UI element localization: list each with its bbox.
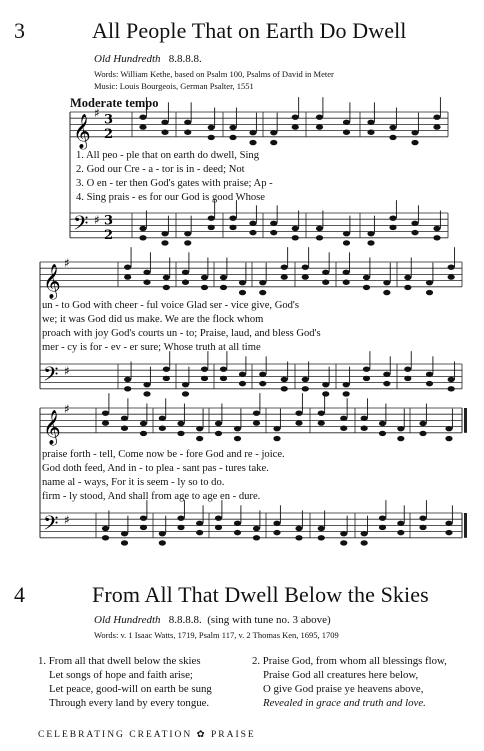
notehead xyxy=(343,270,350,275)
notehead xyxy=(316,124,323,129)
notehead xyxy=(383,381,390,386)
hymn-number: 4 xyxy=(14,582,25,607)
notehead xyxy=(397,530,404,535)
notehead xyxy=(177,515,184,520)
notehead xyxy=(253,535,260,540)
notehead xyxy=(229,125,236,130)
notehead xyxy=(201,275,208,280)
notehead xyxy=(340,531,347,536)
notehead xyxy=(182,280,189,285)
notehead xyxy=(448,386,455,391)
notehead xyxy=(363,275,370,280)
notehead xyxy=(419,525,426,530)
meter: 8.8.8.8. xyxy=(168,53,202,65)
notehead xyxy=(343,382,350,387)
notehead xyxy=(379,421,386,426)
notehead xyxy=(253,526,260,531)
music-credit: Music: Louis Bourgeois, German Psalter, 1551 xyxy=(94,81,254,91)
notehead xyxy=(220,285,227,290)
notehead xyxy=(292,235,299,240)
notehead xyxy=(124,377,131,382)
notehead xyxy=(295,526,302,531)
notehead xyxy=(340,540,347,545)
notehead xyxy=(383,290,390,295)
notehead xyxy=(249,140,256,145)
notehead xyxy=(253,410,260,415)
notehead xyxy=(448,274,455,279)
notehead xyxy=(140,525,147,530)
notehead xyxy=(249,130,256,135)
notehead xyxy=(295,535,302,540)
notehead xyxy=(259,290,266,295)
notehead xyxy=(302,386,309,391)
notehead xyxy=(322,391,329,396)
notehead xyxy=(445,521,452,526)
notehead xyxy=(234,521,241,526)
tempo-marking: Moderate tempo xyxy=(70,96,159,110)
verse-line: 1. From all that dwell below the skies xyxy=(38,655,201,667)
notehead xyxy=(295,420,302,425)
notehead xyxy=(318,420,325,425)
notehead xyxy=(143,280,150,285)
notehead xyxy=(139,114,146,119)
lyric-line: we; it was God did us make. We are the flock whom xyxy=(42,314,264,325)
notehead xyxy=(196,530,203,535)
notehead xyxy=(234,436,241,441)
notehead xyxy=(163,275,170,280)
notehead xyxy=(182,391,189,396)
notehead xyxy=(215,421,222,426)
notehead xyxy=(220,366,227,371)
notehead xyxy=(143,391,150,396)
notehead xyxy=(259,280,266,285)
treble-clef: 𝄞 xyxy=(43,409,61,445)
notehead xyxy=(411,140,418,145)
verse-line: O give God praise ye heavens above, xyxy=(263,683,424,695)
notehead xyxy=(411,130,418,135)
notehead xyxy=(367,231,374,236)
notehead xyxy=(367,130,374,135)
hymn-title: From All That Dwell Below the Skies xyxy=(92,582,429,607)
notehead xyxy=(433,114,440,119)
notehead xyxy=(281,264,288,269)
hymn-number: 3 xyxy=(14,18,25,43)
notehead xyxy=(121,416,128,421)
notehead xyxy=(397,521,404,526)
notehead xyxy=(270,221,277,226)
notehead xyxy=(215,431,222,436)
notehead xyxy=(159,416,166,421)
notehead xyxy=(184,231,191,236)
final-barline xyxy=(464,513,467,538)
time-signature-bottom: 2 xyxy=(104,126,114,142)
notehead xyxy=(302,264,309,269)
notehead xyxy=(383,372,390,377)
notehead xyxy=(343,231,350,236)
notehead xyxy=(163,376,170,381)
lyric-line: un - to God with cheer - ful voice Glad ser - vice give, God's xyxy=(42,300,299,311)
notehead xyxy=(363,376,370,381)
tune-note: (sing with tune no. 3 above) xyxy=(207,614,331,626)
notehead xyxy=(426,372,433,377)
notehead xyxy=(184,120,191,125)
verse-line: Praise God all creatures here below, xyxy=(263,669,419,681)
notehead xyxy=(419,515,426,520)
notehead xyxy=(121,531,128,536)
notehead xyxy=(316,226,323,231)
notehead xyxy=(389,125,396,130)
notehead xyxy=(102,420,109,425)
notehead xyxy=(177,525,184,530)
notehead xyxy=(249,230,256,235)
notehead xyxy=(161,240,168,245)
notehead xyxy=(196,521,203,526)
notehead xyxy=(361,540,368,545)
notehead xyxy=(367,120,374,125)
notehead xyxy=(397,436,404,441)
notehead xyxy=(239,372,246,377)
notehead xyxy=(363,366,370,371)
sharp-key-signature: ♯ xyxy=(94,213,100,228)
notehead xyxy=(273,436,280,441)
notehead xyxy=(322,280,329,285)
notehead xyxy=(273,530,280,535)
lyric-line: God doth feed, And in - to plea - sant pas - tures take. xyxy=(42,463,269,474)
notehead xyxy=(201,366,208,371)
notehead xyxy=(340,416,347,421)
notehead xyxy=(161,130,168,135)
notehead xyxy=(143,382,150,387)
notehead xyxy=(163,285,170,290)
notehead xyxy=(343,391,350,396)
notehead xyxy=(383,280,390,285)
notehead xyxy=(343,120,350,125)
notehead xyxy=(270,140,277,145)
notehead xyxy=(253,420,260,425)
notehead xyxy=(343,240,350,245)
notehead xyxy=(448,377,455,382)
time-signature-top: 3 xyxy=(104,213,114,229)
notehead xyxy=(161,120,168,125)
verse-line: Through every land by every tongue. xyxy=(49,697,210,709)
notehead xyxy=(229,135,236,140)
notehead xyxy=(196,436,203,441)
notehead xyxy=(208,135,215,140)
time-signature-bottom: 2 xyxy=(104,227,114,243)
notehead xyxy=(184,240,191,245)
notehead xyxy=(143,270,150,275)
verse-line: Let songs of hope and faith arise; xyxy=(49,669,193,681)
notehead xyxy=(367,240,374,245)
notehead xyxy=(140,515,147,520)
notehead xyxy=(295,410,302,415)
notehead xyxy=(419,431,426,436)
time-signature-top: 3 xyxy=(104,112,114,128)
notehead xyxy=(445,436,452,441)
notehead xyxy=(343,130,350,135)
notehead xyxy=(363,285,370,290)
notehead xyxy=(389,135,396,140)
lyric-line: firm - ly stood, And shall from age to age en - dure. xyxy=(42,491,261,502)
notehead xyxy=(404,376,411,381)
notehead xyxy=(411,221,418,226)
notehead xyxy=(302,377,309,382)
notehead xyxy=(389,215,396,220)
notehead xyxy=(121,426,128,431)
notehead xyxy=(445,426,452,431)
notehead xyxy=(102,410,109,415)
notehead xyxy=(433,226,440,231)
notehead xyxy=(419,421,426,426)
notehead xyxy=(124,386,131,391)
notehead xyxy=(322,382,329,387)
notehead xyxy=(201,285,208,290)
words-credit: Words: v. 1 Isaac Watts, 1719, Psalm 117, v. 2 Thomas Ken, 1695, 1709 xyxy=(94,630,339,640)
sharp-key-signature: ♯ xyxy=(64,513,70,528)
bass-clef: 𝄢 xyxy=(73,211,89,240)
notehead xyxy=(281,386,288,391)
notehead xyxy=(318,535,325,540)
notehead xyxy=(259,381,266,386)
notehead xyxy=(340,426,347,431)
notehead xyxy=(159,540,166,545)
notehead xyxy=(389,225,396,230)
notehead xyxy=(273,521,280,526)
notehead xyxy=(318,526,325,531)
notehead xyxy=(196,426,203,431)
tune-line xyxy=(94,614,331,626)
notehead xyxy=(121,540,128,545)
notehead xyxy=(220,275,227,280)
notehead xyxy=(182,382,189,387)
sharp-key-signature: ♯ xyxy=(64,256,70,270)
bass-clef: 𝄢 xyxy=(43,511,59,540)
notehead xyxy=(426,381,433,386)
notehead xyxy=(229,215,236,220)
page-footer: CELEBRATING CREATION ✿ PRAISE xyxy=(38,730,256,740)
notehead xyxy=(208,215,215,220)
notehead xyxy=(215,515,222,520)
hymn-title: All People That on Earth Do Dwell xyxy=(92,18,407,43)
notehead xyxy=(404,285,411,290)
notehead xyxy=(411,230,418,235)
notehead xyxy=(318,410,325,415)
notehead xyxy=(234,530,241,535)
notehead xyxy=(270,130,277,135)
notehead xyxy=(302,274,309,279)
notehead xyxy=(124,264,131,269)
lyric-line: 3. O en - ter then God's gates with praise; Ap - xyxy=(76,178,273,189)
notehead xyxy=(361,416,368,421)
notehead xyxy=(177,431,184,436)
lyric-line: 1. All peo - ple that on earth do dwell, Sing xyxy=(76,150,260,161)
notehead xyxy=(316,114,323,119)
notehead xyxy=(124,274,131,279)
notehead xyxy=(259,372,266,377)
notehead xyxy=(361,426,368,431)
notehead xyxy=(361,531,368,536)
notehead xyxy=(239,280,246,285)
words-credit: Words: William Kethe, based on Psalm 100, Psalms of David in Meter xyxy=(94,69,334,79)
notehead xyxy=(139,235,146,240)
notehead xyxy=(379,525,386,530)
notehead xyxy=(426,290,433,295)
notehead xyxy=(201,376,208,381)
sharp-key-signature: ♯ xyxy=(64,402,70,416)
notehead xyxy=(140,431,147,436)
notehead xyxy=(239,381,246,386)
notehead xyxy=(397,426,404,431)
notehead xyxy=(182,270,189,275)
verse-1 xyxy=(38,654,248,710)
bass-clef: 𝄢 xyxy=(43,362,59,391)
notehead xyxy=(220,376,227,381)
notehead xyxy=(292,124,299,129)
verse-line: Revealed in grace and truth and love. xyxy=(263,697,426,709)
lyric-line: name al - ways, For it is seem - ly so to do. xyxy=(42,477,225,488)
sharp-key-signature: ♯ xyxy=(64,364,70,379)
notehead xyxy=(208,225,215,230)
notehead xyxy=(184,130,191,135)
notehead xyxy=(208,125,215,130)
lyric-line: praise forth - tell, Come now be - fore God and re - joice. xyxy=(42,449,285,460)
notehead xyxy=(215,525,222,530)
final-barline xyxy=(464,408,467,433)
notehead xyxy=(379,515,386,520)
notehead xyxy=(139,124,146,129)
verse-2 xyxy=(252,654,482,710)
notehead xyxy=(163,366,170,371)
notehead xyxy=(273,426,280,431)
notehead xyxy=(448,264,455,269)
notehead xyxy=(379,431,386,436)
notehead xyxy=(404,366,411,371)
treble-clef: 𝄞 xyxy=(73,113,91,149)
tune-name: Old Hundredth xyxy=(94,614,161,626)
meter: 8.8.8.8. xyxy=(168,614,202,626)
notehead xyxy=(234,426,241,431)
notehead xyxy=(229,225,236,230)
notehead xyxy=(177,421,184,426)
lyric-line: 4. Sing prais - es for our God is good Whose xyxy=(76,192,266,203)
notehead xyxy=(404,275,411,280)
notehead xyxy=(343,280,350,285)
notehead xyxy=(292,114,299,119)
tune-name: Old Hundredth xyxy=(94,53,161,65)
notehead xyxy=(159,426,166,431)
notehead xyxy=(281,274,288,279)
treble-clef: 𝄞 xyxy=(43,263,61,299)
sharp-key-signature: ♯ xyxy=(94,106,100,120)
verse-line: 2. Praise God, from whom all blessings flow, xyxy=(252,655,447,667)
notehead xyxy=(433,235,440,240)
lyric-line: 2. God our Cre - a - tor is in - deed; Not xyxy=(76,164,245,175)
notehead xyxy=(140,421,147,426)
notehead xyxy=(159,531,166,536)
lyric-line: mer - cy is for - ev - er sure; Whose truth at all time xyxy=(42,342,261,353)
notehead xyxy=(316,235,323,240)
lyric-line: proach with joy God's courts un - to; Praise, laud, and bless God's xyxy=(42,328,321,339)
notehead xyxy=(281,377,288,382)
notehead xyxy=(139,226,146,231)
notehead xyxy=(102,535,109,540)
notehead xyxy=(249,221,256,226)
notehead xyxy=(292,226,299,231)
notehead xyxy=(445,530,452,535)
notehead xyxy=(239,290,246,295)
notehead xyxy=(270,230,277,235)
notehead xyxy=(102,526,109,531)
notehead xyxy=(426,280,433,285)
notehead xyxy=(433,124,440,129)
notehead xyxy=(322,270,329,275)
verse-line: Let peace, good-will on earth be sung xyxy=(49,683,212,695)
notehead xyxy=(161,231,168,236)
